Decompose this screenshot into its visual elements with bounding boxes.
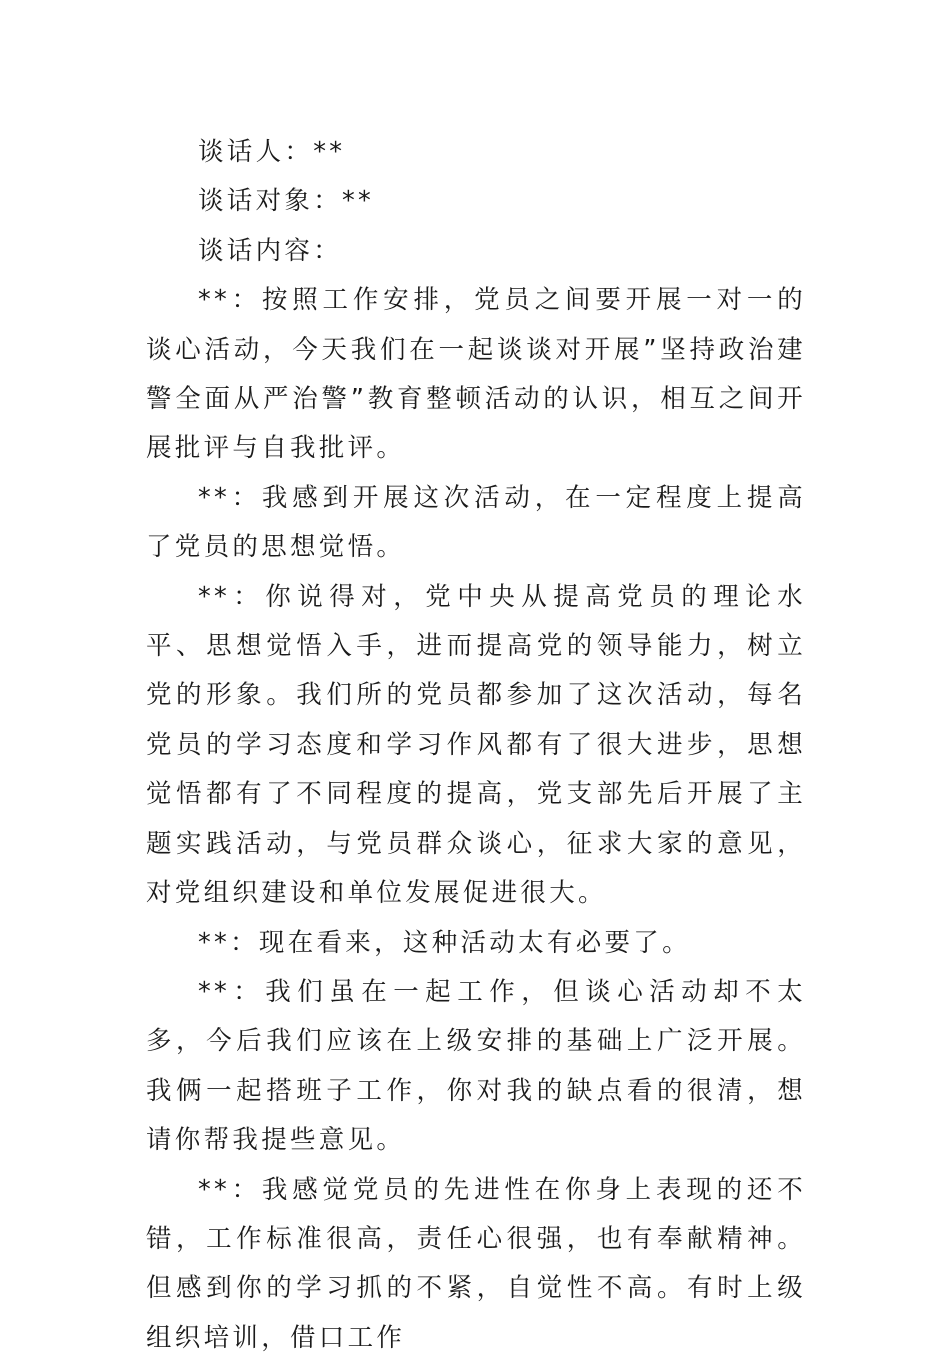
- content-label: 谈话内容：: [198, 235, 343, 266]
- dialogue-paragraph: **：我们虽在一起工作，但谈心活动却不太多，今后我们应该在上级安排的基础上广泛开展。我俩一起搭班子工作，你对我的缺点看的很清，想请你帮我提些意见。: [146, 976, 806, 1156]
- dialogue-paragraph: **：我感到开展这次活动，在一定程度上提高了党员的思想觉悟。: [146, 482, 806, 563]
- dialogue-paragraph: **：按照工作安排，党员之间要开展一对一的谈心活动，今天我们在一起谈谈对开展”坚持政治建警全面从严治警”教育整顿活动的认识，相互之间开展批评与自我批评。: [146, 285, 806, 464]
- speaker-line: 谈话人：**: [198, 137, 346, 167]
- subject-line: 谈话对象：**: [198, 186, 375, 217]
- document-body: [146, 128, 806, 1363]
- dialogue-paragraph: **：你说得对，党中央从提高党员的理论水平、思想觉悟入手，进而提高党的领导能力，树立党的形象。我们所的党员都参加了这次活动，每名党员的学习态度和学习作风都有了很大进步，思想觉悟都有了不同程度的提高，党支部先后开展了主题实践活动，与党员群众谈心，征求大家的意见，对党组织建设和单位发展促进很大。: [146, 581, 806, 909]
- dialogue-paragraph: **：我感觉党员的先进性在你身上表现的还不错，工作标准很高，责任心很强，也有奉献精神。但感到你的学习抓的不紧，自觉性不高。有时上级组织培训，借口工作: [146, 1174, 806, 1353]
- dialogue-paragraph: **：现在看来，这种活动太有必要了。: [198, 927, 691, 958]
